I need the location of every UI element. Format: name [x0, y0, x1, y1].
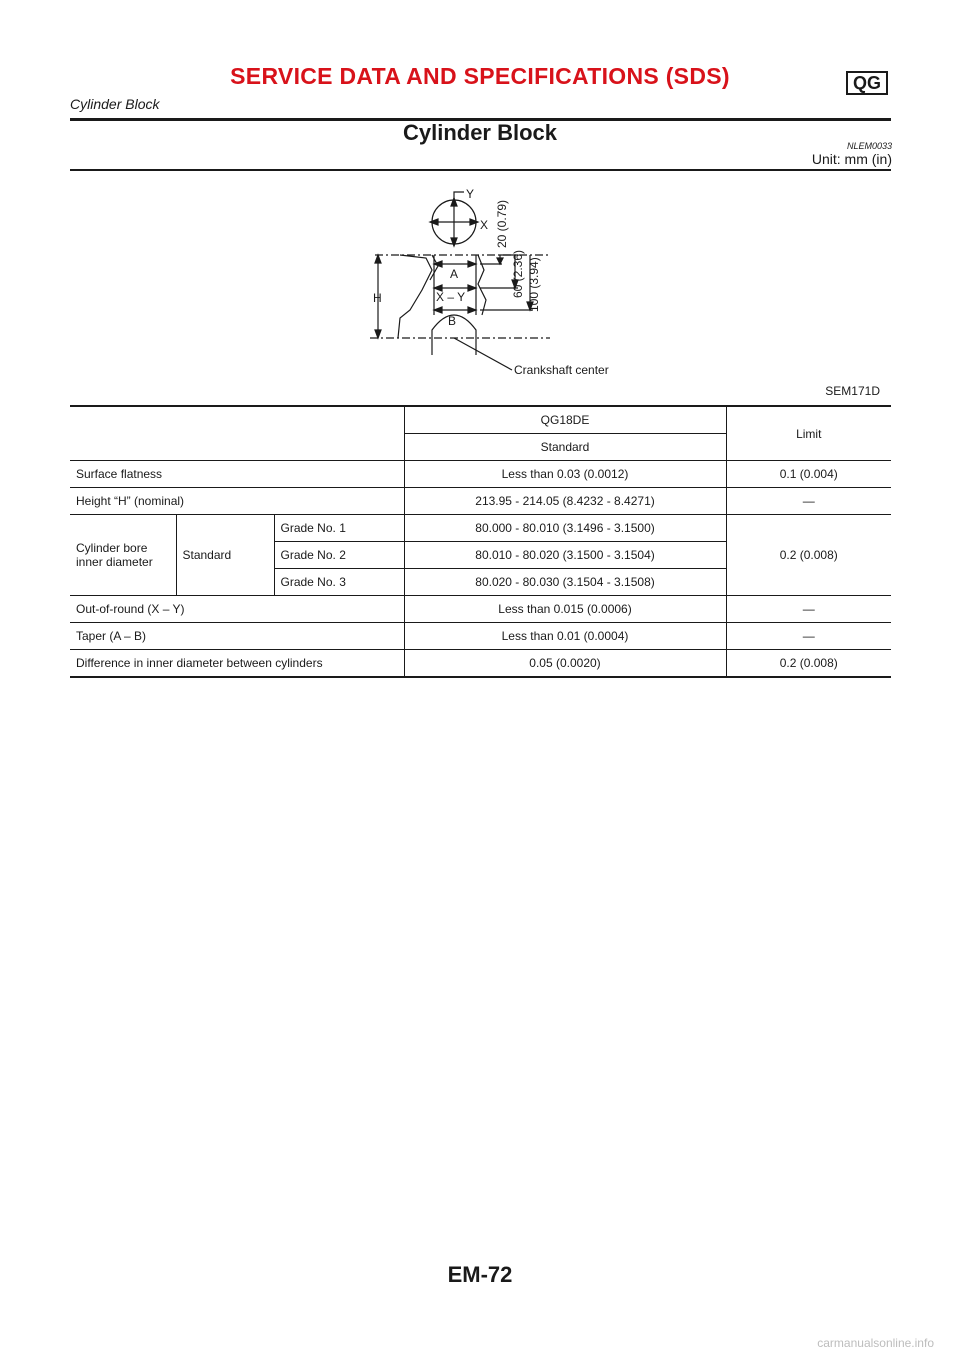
section-title: Cylinder Block: [402, 120, 558, 145]
row-label: Height “H” (nominal): [70, 488, 404, 515]
header-limit: Limit: [726, 406, 891, 461]
row-label: Difference in inner diameter between cylinders: [70, 650, 404, 678]
row-label: Taper (A – B): [70, 623, 404, 650]
grade-value: 80.010 - 80.020 (3.1500 - 3.1504): [404, 542, 726, 569]
section-rule: [70, 169, 891, 171]
table-row: [70, 461, 891, 488]
page-number: EM-72: [447, 1262, 513, 1287]
label-h: H: [373, 291, 382, 305]
label-dim-20: 20 (0.79): [495, 199, 509, 248]
label-y: Y: [466, 187, 475, 201]
header-subtitle: Cylinder Block: [70, 96, 160, 112]
label-x: X: [480, 218, 489, 232]
row-limit: 0.1 (0.004): [726, 461, 891, 488]
row-label: Out-of-round (X – Y): [70, 596, 404, 623]
label-dim-100: 100 (3.94): [527, 257, 541, 312]
table-row: [70, 650, 891, 678]
grade-label: Grade No. 3: [274, 569, 404, 596]
header-standard: Standard: [404, 434, 726, 461]
cylinder-block-diagram: [360, 180, 630, 380]
label-a: A: [450, 267, 459, 281]
section-unit: Unit: mm (in): [811, 151, 892, 167]
watermark: carmanualsonline.info: [817, 1336, 934, 1350]
label-dim-60: 60 (2.36): [511, 249, 525, 298]
engine-badge: QG: [846, 71, 888, 95]
row-limit: —: [726, 488, 891, 515]
grade-label: Grade No. 2: [274, 542, 404, 569]
table-row: [70, 596, 891, 623]
label-x-y: X – Y: [436, 290, 466, 304]
table-row: [70, 623, 891, 650]
section-code: NLEM0033: [846, 141, 892, 151]
row-limit: 0.2 (0.008): [726, 515, 891, 596]
label-b: B: [448, 314, 457, 328]
grade-value: 80.020 - 80.030 (3.1504 - 3.1508): [404, 569, 726, 596]
row-standard: Less than 0.03 (0.0012): [404, 461, 726, 488]
header-engine: QG18DE: [404, 406, 726, 434]
grade-label: Grade No. 1: [274, 515, 404, 542]
row-standard: Less than 0.015 (0.0006): [404, 596, 726, 623]
row-limit: —: [726, 623, 891, 650]
label-crankshaft-center: Crankshaft center: [514, 363, 609, 377]
row-label: Surface flatness: [70, 461, 404, 488]
row-sublabel: Standard: [176, 515, 274, 596]
grade-value: 80.000 - 80.010 (3.1496 - 3.1500): [404, 515, 726, 542]
row-standard: 0.05 (0.0020): [404, 650, 726, 678]
figure-code: SEM171D: [825, 384, 880, 398]
row-label: Cylinder bore inner diameter: [70, 515, 176, 596]
table-row: [70, 488, 891, 515]
row-standard: 213.95 - 214.05 (8.4232 - 8.4271): [404, 488, 726, 515]
row-limit: 0.2 (0.008): [726, 650, 891, 678]
row-standard: Less than 0.01 (0.0004): [404, 623, 726, 650]
table-row: [70, 515, 891, 542]
header-title: SERVICE DATA AND SPECIFICATIONS (SDS): [230, 63, 730, 89]
cylinder-block-spec-table: [70, 405, 891, 678]
table-header-row: [70, 406, 891, 434]
header-empty-cell: [70, 406, 404, 461]
row-limit: —: [726, 596, 891, 623]
